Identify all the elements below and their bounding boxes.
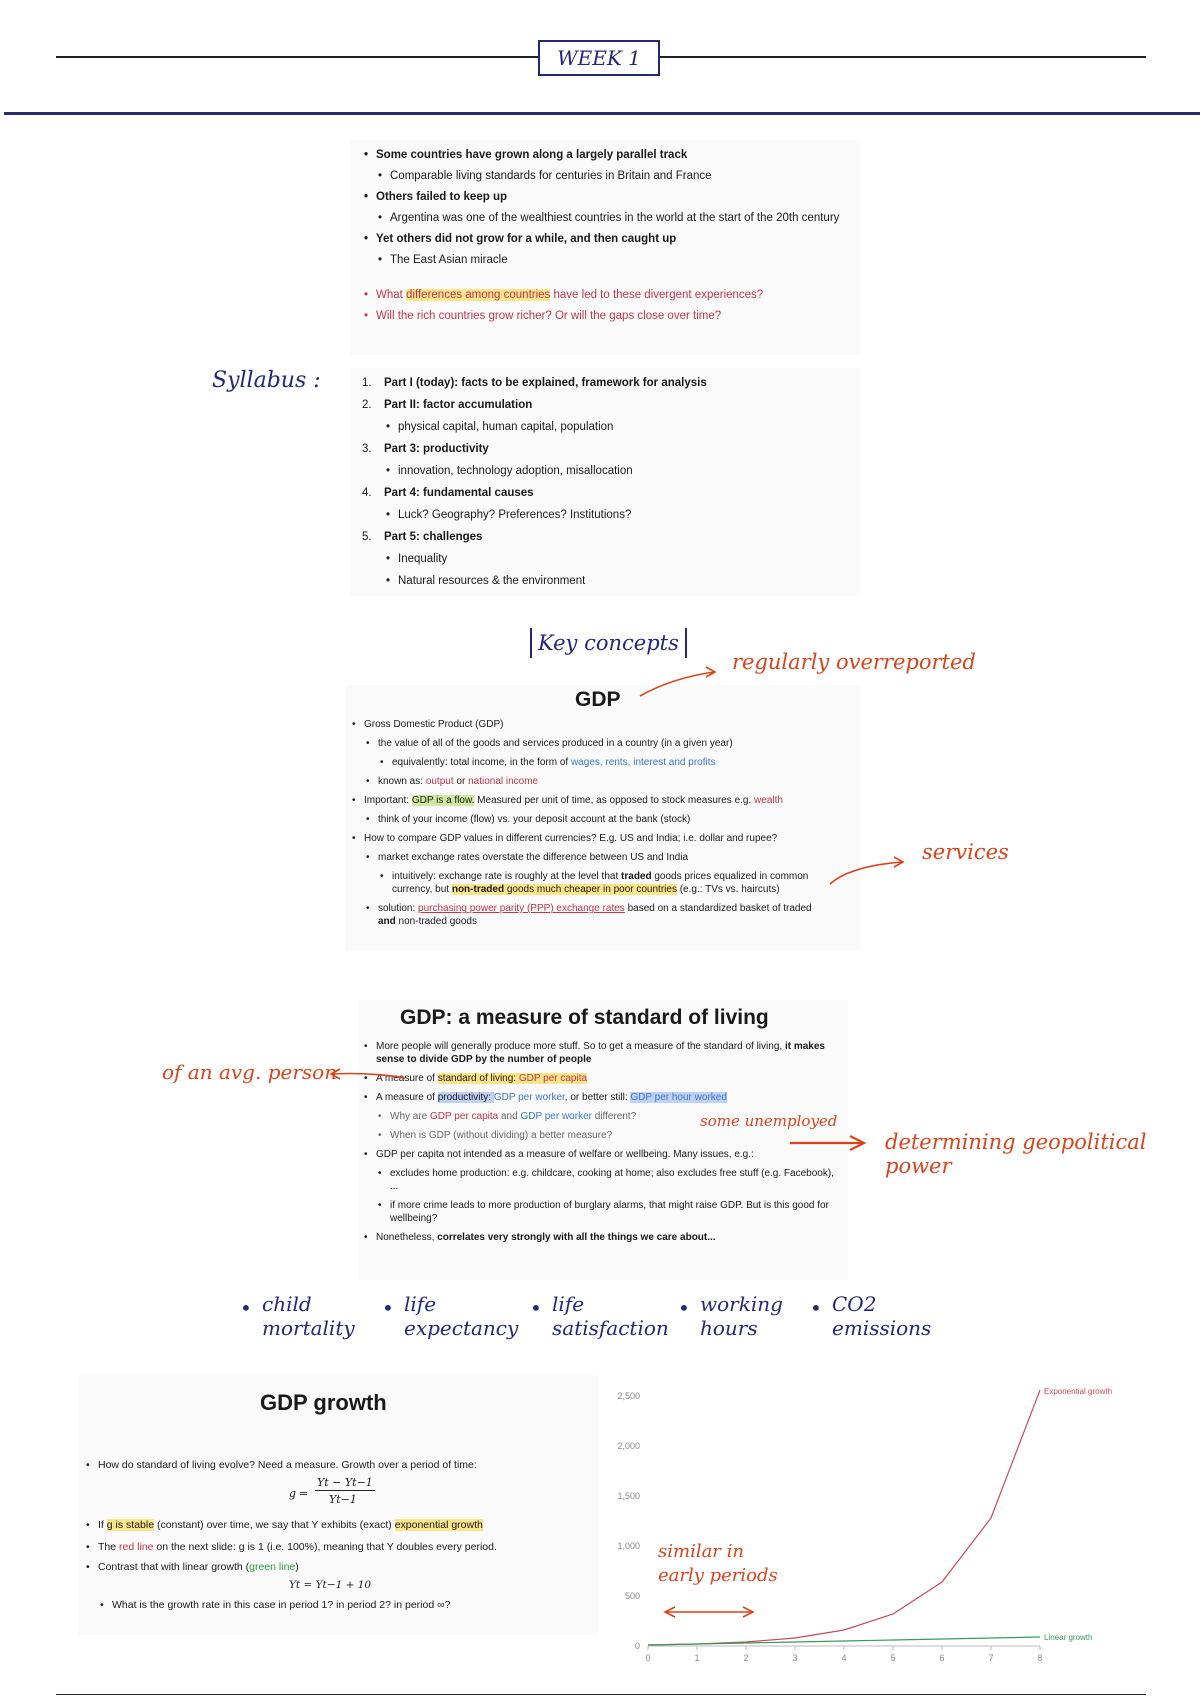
sol-line-2: • A measure of standard of living: GDP per capita [362,1072,852,1085]
gdp-line-8: • market exchange rates overstate the difference between US and India [350,851,855,864]
x-tick-label: 1 [694,1653,700,1663]
sol-line-3: • A measure of productivity: GDP per worker, or better still: GDP per hour worked [362,1091,852,1104]
hand-list-text: life expectancy [404,1292,519,1340]
growth-equation-2: Yt = Yt−1 + 10 [289,1579,372,1591]
y-tick-label: 1,500 [617,1491,640,1501]
x-tick-label: 0 [645,1653,651,1663]
sol-title: GDP: a measure of standard of living [400,1006,769,1029]
avg-person-annotation: of an avg. person [162,1060,338,1084]
sol-line-1: • More people will generally produce more stuff. So to get a measure of the standard of living, it makes sense to divide GDP by the number of people [362,1040,841,1066]
gdp-line-9: • intuitively: exchange rate is roughly at the level that traded goods prices equalized in common currency, but non-traded goods much cheaper in poor countries (e.g.: TVs vs. haircuts) [350,870,812,896]
intro-question-2: • Will the rich countries grow richer? Or will the gaps close over time? [362,309,862,324]
services-annotation: services [922,840,1009,864]
avg-person-arrow [332,1074,405,1079]
hand-list-text: CO2 emissions [832,1292,932,1340]
syllabus-subitem: • Natural resources & the environment [362,574,857,589]
syllabus-item-number: 5. [362,531,372,543]
sol-line-7: • excludes home production: e.g. childcare, cooking at home; also excludes free stuff (e.g. Facebook), ... [362,1167,845,1193]
growth-line-3: • The red line on the next slide: g is 1 (i.e. 100%), meaning that Y doubles every period. [84,1540,594,1554]
intro-question-1: • What differences among countries have led to these divergent experiences? [362,288,862,303]
overreported-arrow [640,672,714,696]
gdp-line-5: • Important: GDP is a flow. Measured per unit of time, as opposed to stock measures e.g. wealth [350,794,855,807]
intro-sub-1: • Comparable living standards for centuries in Britain and France [362,169,862,184]
growth-title: GDP growth [260,1390,387,1415]
gdp-line-10: • solution: purchasing power parity (PPP) exchange rates based on a standardized basket of traded and non-traded goods [350,902,818,928]
x-tick-label: 4 [841,1653,847,1663]
syllabus-item-title: Part 5: challenges [384,531,483,543]
services-arrow [830,862,902,884]
overreported-annotation: regularly overreported [732,650,976,674]
syllabus-subitem: • Luck? Geography? Preferences? Institutions? [362,508,857,523]
hand-list-text: child mortality [262,1292,355,1340]
intro-bullet-3: • Yet others did not grow for a while, and then caught up [362,232,862,247]
hand-list-text: life satisfaction [552,1292,669,1340]
intro-bullet-2: • Others failed to keep up [362,190,862,205]
eq1-lhs: g [289,1487,297,1500]
intro-sub-3: • The East Asian miracle [362,253,862,268]
bullet-icon: • [678,1296,690,1320]
growth-line-4: • Contrast that with linear growth (green line) [84,1560,594,1574]
gdp-line-4: • known as: output or national income [350,775,855,788]
syllabus-item-title: Part 3: productivity [384,443,489,455]
gdp-line-3: • equivalently: total income, in the form of wages, rents, interest and profits [350,756,855,769]
unemployed-annotation: some unemployed [700,1112,838,1130]
gdp-line-7: • How to compare GDP values in different currencies? E.g. US and India; i.e. dollar and rupee? [350,832,855,845]
syllabus-item-title: Part II: factor accumulation [384,399,533,411]
bullet-icon: • [810,1296,822,1320]
y-tick-label: 0 [634,1641,640,1651]
x-tick-label: 8 [1037,1653,1043,1663]
syllabus-item-number: 3. [362,443,372,455]
growth-line-2: • If g is stable (constant) over time, we say that Y exhibits (exact) exponential growth [84,1518,594,1532]
syllabus-item-number: 2. [362,399,372,411]
series-label: Exponential growth [1044,1387,1113,1396]
syllabus-annotation: Syllabus : [212,368,321,393]
growth-line-1: • How do standard of living evolve? Need a measure. Growth over a period of time: [84,1458,594,1472]
sol-line-9: • Nonetheless, correlates very strongly with all the things we care about... [362,1231,852,1244]
bullet-icon: • [382,1296,394,1320]
syllabus-subitem: • Inequality [362,552,857,567]
syllabus-item-number: 4. [362,487,372,499]
y-tick-label: 2,000 [617,1441,640,1451]
bullet-icon: • [530,1296,542,1320]
y-tick-label: 500 [624,1591,640,1601]
growth-equation-1: g = Yt − Yt−1 Yt−1 [289,1476,373,1506]
eq1-numerator: Yt − Yt−1 [317,1476,373,1489]
similar-early-annotation: similar in early periods [658,1541,778,1586]
gdp-line-1: • Gross Domestic Product (GDP) [350,718,855,731]
sol-line-5: • When is GDP (without dividing) a better measure? [362,1129,852,1142]
x-tick-label: 2 [743,1653,749,1663]
sol-line-6: • GDP per capita not intended as a measure of welfare or wellbeing. Many issues, e.g.: [362,1148,831,1161]
intro-bullet-1: • Some countries have grown along a largely parallel track [362,148,862,163]
syllabus-item-title: Part 4: fundamental causes [384,487,534,499]
growth-line-5: • What is the growth rate in this case in period 1? in period 2? in period ∞? [84,1598,594,1612]
geopolitical-annotation: determining geopolitical power [885,1130,1147,1178]
intro-sub-2: • Argentina was one of the wealthiest countries in the world at the start of the 20th century [362,211,862,226]
x-tick-label: 6 [939,1653,945,1663]
y-tick-label: 2,500 [617,1391,640,1401]
x-tick-label: 7 [988,1653,994,1663]
syllabus-subitem: • innovation, technology adoption, misallocation [362,464,857,479]
bullet-icon: • [240,1296,252,1320]
key-concepts-annotation: Key concepts [530,628,687,658]
gdp-title: GDP [575,688,621,711]
syllabus-subitem: • physical capital, human capital, population [362,420,857,435]
eq1-denominator: Yt−1 [329,1493,357,1506]
week-label: WEEK 1 [557,46,641,70]
sol-line-4: • Why are GDP per capita and GDP per worker different? [362,1110,852,1123]
series-label: Linear growth [1044,1633,1093,1642]
sol-line-8: • if more crime leads to more production of burglary alarms, that might raise GDP. But is this good for wellbeing? [362,1199,845,1225]
y-tick-label: 1,000 [617,1541,640,1551]
hand-list-text: working hours [700,1292,783,1340]
gdp-line-6: • think of your income (flow) vs. your deposit account at the bank (stock) [350,813,855,826]
gdp-line-2: • the value of all of the goods and services produced in a country (in a given year) [350,737,855,750]
syllabus-item-number: 1. [362,377,372,389]
syllabus-item-title: Part I (today): facts to be explained, framework for analysis [384,377,707,389]
x-tick-label: 5 [890,1653,896,1663]
x-tick-label: 3 [792,1653,798,1663]
